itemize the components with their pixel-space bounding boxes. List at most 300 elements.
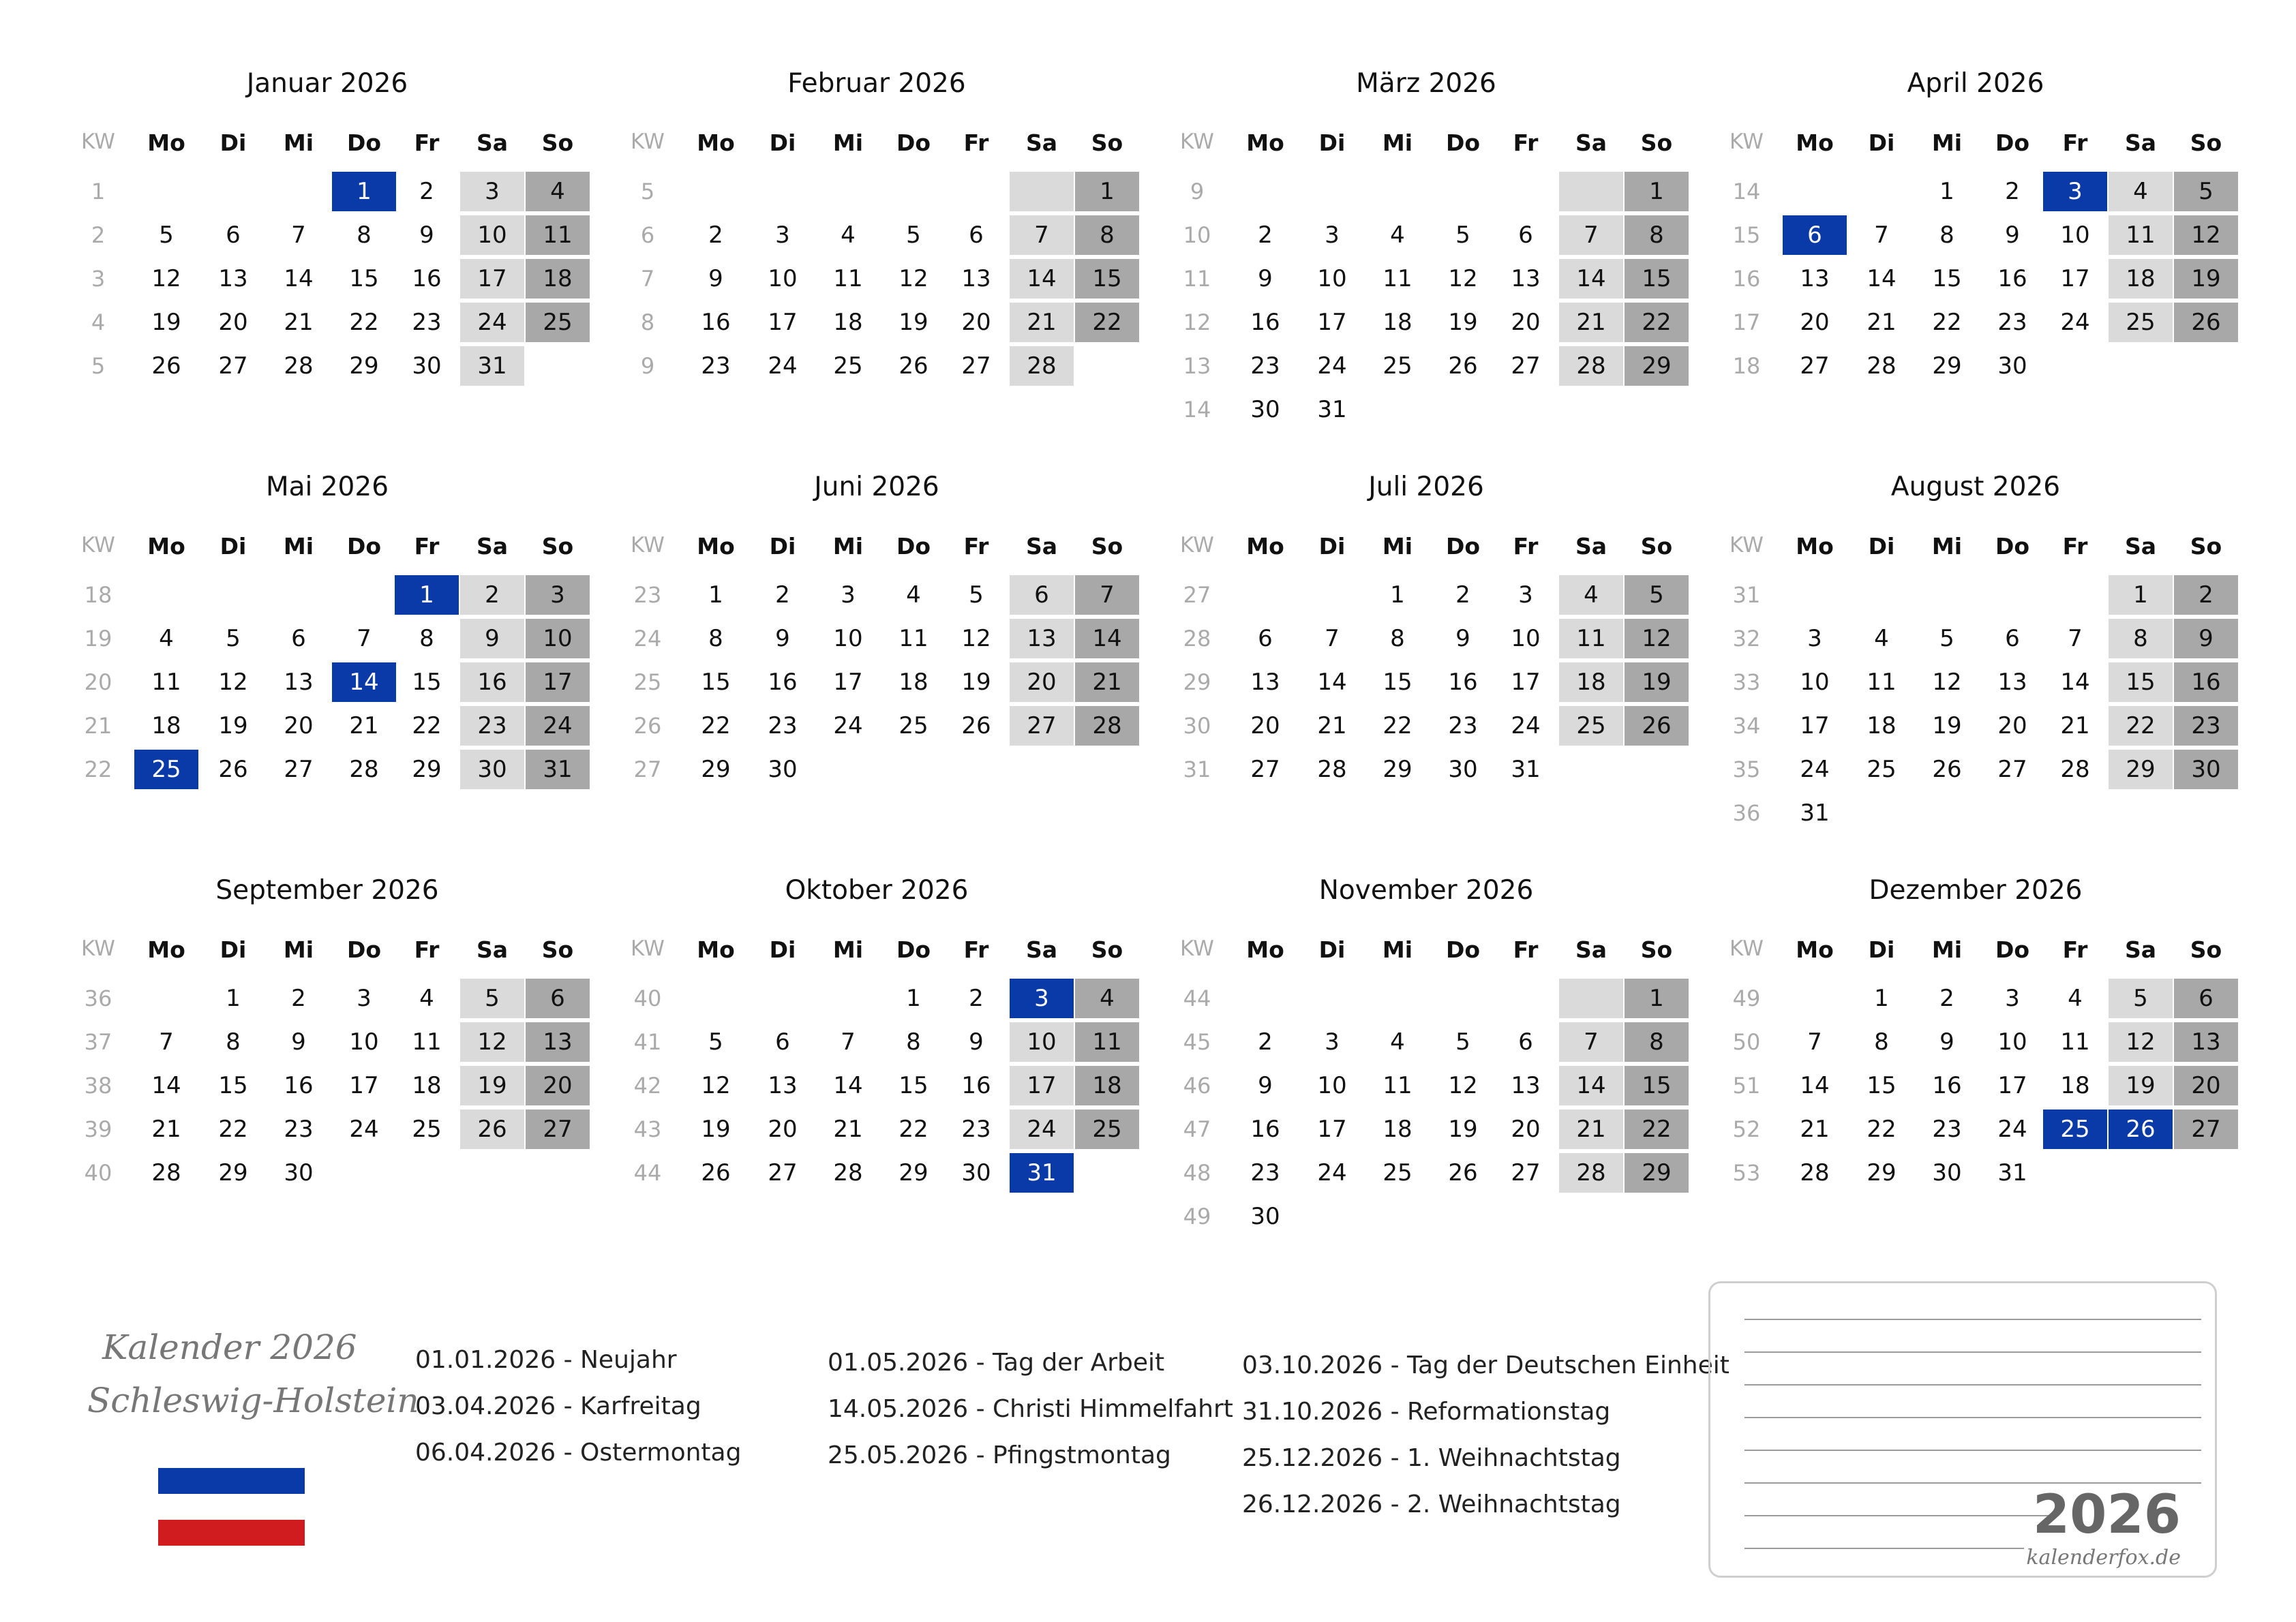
holiday-list-col-1 bbox=[415, 1337, 741, 1476]
day-cell: 22 bbox=[2109, 706, 2173, 746]
weekday-header: So bbox=[2190, 129, 2222, 156]
week-number: 27 bbox=[633, 756, 662, 782]
day-cell: 12 bbox=[1448, 265, 1478, 292]
weekday-header: Fr bbox=[1513, 129, 1539, 156]
day-cell: 21 bbox=[284, 309, 314, 336]
day-cell: 4 bbox=[1390, 221, 1405, 249]
day-cell: 20 bbox=[1997, 712, 2027, 739]
day-cell: 11 bbox=[833, 265, 863, 292]
day-cell: 5 bbox=[159, 221, 174, 249]
day-cell: 13 bbox=[1511, 1072, 1541, 1099]
day-cell: 27 bbox=[218, 352, 248, 380]
day-cell: 25 bbox=[833, 352, 863, 380]
day-cell: 2 bbox=[708, 221, 723, 249]
week-number: 22 bbox=[84, 756, 112, 782]
day-cell: 12 bbox=[701, 1072, 731, 1099]
weekday-header: Sa bbox=[476, 936, 509, 963]
day-cell: 7 bbox=[1874, 221, 1889, 249]
day-cell: 28 bbox=[1800, 1159, 1830, 1187]
empty-day-cell bbox=[1494, 979, 1558, 1018]
weekday-header: So bbox=[541, 936, 574, 963]
day-cell: 19 bbox=[2174, 259, 2238, 299]
week-number: 18 bbox=[1732, 353, 1761, 379]
day-cell: 3 bbox=[1807, 625, 1822, 652]
day-cell: 15 bbox=[2109, 662, 2173, 702]
day-cell: 18 bbox=[151, 712, 181, 739]
day-cell: 16 bbox=[284, 1072, 314, 1099]
week-number: 47 bbox=[1183, 1116, 1211, 1142]
empty-day-cell bbox=[1783, 575, 1847, 615]
day-cell: 9 bbox=[291, 1028, 306, 1056]
week-number: 26 bbox=[633, 713, 662, 739]
day-cell: 26 bbox=[218, 756, 248, 783]
empty-day-cell bbox=[816, 979, 880, 1018]
day-cell: 9 bbox=[419, 221, 434, 249]
day-cell: 16 bbox=[412, 265, 442, 292]
day-cell: 23 bbox=[412, 309, 442, 336]
day-cell: 3 bbox=[526, 575, 590, 615]
weekday-header: Mo bbox=[697, 936, 735, 963]
day-cell: 4 bbox=[1390, 1028, 1405, 1056]
weekday-header: Di bbox=[1868, 129, 1895, 156]
day-cell: 26 bbox=[1448, 1159, 1478, 1187]
day-cell: 22 bbox=[1625, 303, 1689, 342]
note-line bbox=[1744, 1548, 2024, 1549]
day-cell: 2 bbox=[291, 985, 306, 1012]
weekday-header: Mo bbox=[147, 129, 185, 156]
day-cell: 30 bbox=[1250, 396, 1280, 423]
day-cell: 5 bbox=[1939, 625, 1954, 652]
week-number: 7 bbox=[640, 266, 655, 292]
day-cell: 21 bbox=[1559, 303, 1623, 342]
day-cell: 12 bbox=[898, 265, 928, 292]
day-cell: 7 bbox=[291, 221, 306, 249]
day-cell: 3 bbox=[1518, 581, 1533, 609]
day-cell: 12 bbox=[1625, 619, 1689, 658]
month-6 bbox=[549, 472, 1136, 853]
day-cell: 4 bbox=[2109, 172, 2173, 211]
empty-day-cell bbox=[1010, 750, 1074, 789]
day-cell: 24 bbox=[1317, 352, 1347, 380]
day-cell: 27 bbox=[1511, 352, 1541, 380]
empty-day-cell bbox=[2109, 1153, 2173, 1193]
weekday-header: Do bbox=[346, 533, 382, 560]
day-cell: 24 bbox=[1800, 756, 1830, 783]
day-cell: 5 bbox=[969, 581, 984, 609]
day-cell: 10 bbox=[1800, 669, 1830, 696]
day-cell: 30 bbox=[1448, 756, 1478, 783]
day-cell: 6 bbox=[291, 625, 306, 652]
day-cell: 13 bbox=[961, 265, 991, 292]
day-cell: 9 bbox=[1258, 1072, 1273, 1099]
empty-day-cell bbox=[1559, 1197, 1623, 1236]
day-cell: 8 bbox=[906, 1028, 921, 1056]
empty-day-cell bbox=[816, 172, 880, 211]
day-cell: 14 bbox=[1559, 259, 1623, 299]
day-cell: 29 bbox=[349, 352, 379, 380]
note-line bbox=[1744, 1482, 2201, 1484]
day-cell: 26 bbox=[151, 352, 181, 380]
day-cell: 7 bbox=[1807, 1028, 1822, 1056]
empty-day-cell bbox=[881, 172, 946, 211]
week-number: 15 bbox=[1732, 222, 1761, 248]
month-7 bbox=[1099, 472, 1685, 853]
day-cell: 7 bbox=[1010, 215, 1074, 255]
note-line bbox=[1744, 1417, 2201, 1418]
day-cell: 2 bbox=[460, 575, 524, 615]
month-2 bbox=[549, 68, 1136, 450]
day-cell: 8 bbox=[419, 625, 434, 652]
month-title: November 2026 bbox=[1318, 875, 1534, 906]
notes-site-logo: kalenderfox.de bbox=[2026, 1546, 2181, 1570]
day-cell: 13 bbox=[1511, 265, 1541, 292]
day-cell: 17 bbox=[768, 309, 798, 336]
weekday-header: Do bbox=[346, 936, 382, 963]
day-cell: 8 bbox=[226, 1028, 241, 1056]
day-cell: 7 bbox=[1559, 1022, 1623, 1062]
empty-day-cell bbox=[1431, 1197, 1495, 1236]
week-number: 9 bbox=[1190, 179, 1205, 204]
month-1 bbox=[0, 68, 586, 450]
day-cell: 5 bbox=[708, 1028, 723, 1056]
week-number: 13 bbox=[1183, 353, 1211, 379]
day-cell: 28 bbox=[1317, 756, 1347, 783]
week-number: 28 bbox=[1183, 626, 1211, 652]
day-cell: 15 bbox=[1625, 259, 1689, 299]
day-cell: 19 bbox=[1932, 712, 1962, 739]
day-cell: 14 bbox=[332, 662, 396, 702]
week-number: 25 bbox=[633, 669, 662, 695]
weekday-header: Di bbox=[1868, 533, 1895, 560]
calendar-script-title: Kalender 2026 bbox=[102, 1328, 357, 1367]
weekday-header: So bbox=[1091, 129, 1123, 156]
day-cell: 27 bbox=[1997, 756, 2027, 783]
week-number: 21 bbox=[84, 713, 112, 739]
day-cell: 3 bbox=[357, 985, 372, 1012]
week-number: 36 bbox=[84, 985, 112, 1011]
month-title: Januar 2026 bbox=[246, 68, 408, 99]
day-cell: 2 bbox=[2005, 178, 2020, 205]
week-number: 29 bbox=[1183, 669, 1211, 695]
weekday-header: Fr bbox=[963, 129, 989, 156]
day-cell: 15 bbox=[218, 1072, 248, 1099]
day-cell: 22 bbox=[1932, 309, 1962, 336]
kw-header: KW bbox=[81, 129, 115, 154]
empty-day-cell bbox=[395, 1153, 459, 1193]
weekday-header: Di bbox=[1318, 936, 1346, 963]
week-number: 35 bbox=[1732, 756, 1761, 782]
weekday-header: Mi bbox=[832, 129, 864, 156]
weekday-header: Sa bbox=[2124, 533, 2157, 560]
weekday-header: So bbox=[2190, 533, 2222, 560]
weekday-header: Mo bbox=[697, 533, 735, 560]
day-cell: 16 bbox=[460, 662, 524, 702]
weekday-header: Do bbox=[1995, 936, 2030, 963]
day-cell: 7 bbox=[841, 1028, 856, 1056]
weekday-header: Do bbox=[1445, 936, 1481, 963]
empty-day-cell bbox=[1431, 979, 1495, 1018]
empty-day-cell bbox=[816, 750, 880, 789]
empty-day-cell bbox=[2043, 1153, 2107, 1193]
day-cell: 13 bbox=[768, 1072, 798, 1099]
kw-header: KW bbox=[1180, 533, 1214, 557]
week-number: 3 bbox=[91, 266, 106, 292]
day-cell: 30 bbox=[2174, 750, 2238, 789]
day-cell: 14 bbox=[833, 1072, 863, 1099]
week-number: 50 bbox=[1732, 1029, 1761, 1055]
day-cell: 21 bbox=[1010, 303, 1074, 342]
day-cell: 24 bbox=[1511, 712, 1541, 739]
day-cell: 5 bbox=[2174, 172, 2238, 211]
day-cell: 4 bbox=[526, 172, 590, 211]
weekday-header: Di bbox=[220, 936, 247, 963]
weekday-header: Di bbox=[220, 533, 247, 560]
week-number: 40 bbox=[633, 985, 662, 1011]
week-number: 32 bbox=[1732, 626, 1761, 652]
week-number: 17 bbox=[1732, 309, 1761, 335]
day-cell: 5 bbox=[1625, 575, 1689, 615]
day-cell: 12 bbox=[151, 265, 181, 292]
day-cell: 22 bbox=[349, 309, 379, 336]
month-title: Juni 2026 bbox=[814, 472, 939, 502]
holiday-entry: 26.12.2026 - 2. Weihnachtstag bbox=[1242, 1490, 1621, 1518]
day-cell: 11 bbox=[412, 1028, 442, 1056]
day-cell: 9 bbox=[775, 625, 790, 652]
day-cell: 18 bbox=[1559, 662, 1623, 702]
month-9 bbox=[0, 875, 586, 1257]
day-cell: 15 bbox=[701, 669, 731, 696]
kw-header: KW bbox=[1729, 533, 1764, 557]
week-number: 14 bbox=[1183, 397, 1211, 423]
weekday-header: Do bbox=[1995, 533, 2030, 560]
day-cell: 26 bbox=[1932, 756, 1962, 783]
day-cell: 18 bbox=[898, 669, 928, 696]
empty-day-cell bbox=[1365, 979, 1430, 1018]
day-cell: 15 bbox=[1932, 265, 1962, 292]
day-cell: 21 bbox=[2060, 712, 2090, 739]
empty-day-cell bbox=[1300, 575, 1364, 615]
day-cell: 25 bbox=[1559, 706, 1623, 746]
day-cell: 29 bbox=[1867, 1159, 1897, 1187]
day-cell: 25 bbox=[1383, 352, 1413, 380]
day-cell: 27 bbox=[526, 1110, 590, 1149]
weekday-header: Mi bbox=[283, 936, 314, 963]
day-cell: 10 bbox=[526, 619, 590, 658]
day-cell: 1 bbox=[1874, 985, 1889, 1012]
week-number: 31 bbox=[1183, 756, 1211, 782]
day-cell: 10 bbox=[768, 265, 798, 292]
month-8 bbox=[1648, 472, 2235, 853]
day-cell: 28 bbox=[2060, 756, 2090, 783]
note-line bbox=[1744, 1384, 2201, 1386]
day-cell: 25 bbox=[1383, 1159, 1413, 1187]
day-cell: 26 bbox=[1625, 706, 1689, 746]
week-number: 49 bbox=[1183, 1204, 1211, 1229]
day-cell: 17 bbox=[2060, 265, 2090, 292]
day-cell: 3 bbox=[1010, 979, 1074, 1018]
weekday-header: Fr bbox=[414, 129, 440, 156]
weekday-header: Fr bbox=[414, 533, 440, 560]
day-cell: 29 bbox=[701, 756, 731, 783]
weekday-header: Mo bbox=[1246, 533, 1284, 560]
day-cell: 24 bbox=[1317, 1159, 1347, 1187]
day-cell: 3 bbox=[2043, 172, 2107, 211]
day-cell: 14 bbox=[2060, 669, 2090, 696]
day-cell: 16 bbox=[768, 669, 798, 696]
day-cell: 11 bbox=[1867, 669, 1897, 696]
day-cell: 17 bbox=[1511, 669, 1541, 696]
day-cell: 20 bbox=[526, 1066, 590, 1105]
weekday-header: Sa bbox=[1575, 129, 1607, 156]
day-cell: 7 bbox=[357, 625, 372, 652]
day-cell: 29 bbox=[1383, 756, 1413, 783]
empty-day-cell bbox=[2043, 346, 2107, 386]
day-cell: 28 bbox=[1075, 706, 1139, 746]
day-cell: 27 bbox=[961, 352, 991, 380]
week-number: 20 bbox=[84, 669, 112, 695]
day-cell: 26 bbox=[460, 1110, 524, 1149]
day-cell: 13 bbox=[1010, 619, 1074, 658]
day-cell: 23 bbox=[701, 352, 731, 380]
day-cell: 23 bbox=[1448, 712, 1478, 739]
day-cell: 19 bbox=[1448, 309, 1478, 336]
week-number: 31 bbox=[1732, 582, 1761, 608]
empty-day-cell bbox=[751, 172, 815, 211]
day-cell: 3 bbox=[1325, 221, 1340, 249]
day-cell: 13 bbox=[1997, 669, 2027, 696]
day-cell: 30 bbox=[1997, 352, 2027, 380]
week-number: 19 bbox=[84, 626, 112, 652]
week-number: 34 bbox=[1732, 713, 1761, 739]
day-cell: 8 bbox=[1625, 1022, 1689, 1062]
day-cell: 13 bbox=[1250, 669, 1280, 696]
day-cell: 4 bbox=[419, 985, 434, 1012]
day-cell: 28 bbox=[1867, 352, 1897, 380]
day-cell: 19 bbox=[151, 309, 181, 336]
weekday-header: Do bbox=[1995, 129, 2030, 156]
holiday-entry: 01.05.2026 - Tag der Arbeit bbox=[828, 1349, 1165, 1377]
day-cell: 22 bbox=[701, 712, 731, 739]
day-cell: 21 bbox=[349, 712, 379, 739]
weekday-header: Sa bbox=[1025, 129, 1058, 156]
empty-day-cell bbox=[134, 172, 198, 211]
empty-day-cell bbox=[881, 750, 946, 789]
day-cell: 1 bbox=[906, 985, 921, 1012]
day-cell: 20 bbox=[768, 1116, 798, 1143]
month-title: September 2026 bbox=[215, 875, 439, 906]
day-cell: 18 bbox=[833, 309, 863, 336]
holiday-list-col-3 bbox=[1242, 1343, 1729, 1528]
day-cell: 20 bbox=[1800, 309, 1830, 336]
day-cell: 12 bbox=[1448, 1072, 1478, 1099]
calendar-script-subtitle: Schleswig-Holstein bbox=[87, 1381, 419, 1420]
day-cell: 9 bbox=[1939, 1028, 1954, 1056]
day-cell: 11 bbox=[151, 669, 181, 696]
day-cell: 11 bbox=[526, 215, 590, 255]
day-cell: 12 bbox=[218, 669, 248, 696]
day-cell: 3 bbox=[1325, 1028, 1340, 1056]
week-number: 5 bbox=[91, 353, 106, 379]
day-cell: 14 bbox=[1800, 1072, 1830, 1099]
day-cell: 30 bbox=[1250, 1203, 1280, 1230]
holiday-entry: 01.01.2026 - Neujahr bbox=[415, 1346, 677, 1374]
day-cell: 8 bbox=[1625, 215, 1689, 255]
kw-header: KW bbox=[631, 129, 665, 154]
day-cell: 4 bbox=[1559, 575, 1623, 615]
weekday-header: So bbox=[1640, 129, 1673, 156]
day-cell: 9 bbox=[2005, 221, 2020, 249]
day-cell: 6 bbox=[1518, 221, 1533, 249]
day-cell: 1 bbox=[226, 985, 241, 1012]
week-number: 23 bbox=[633, 582, 662, 608]
day-cell: 29 bbox=[1625, 1153, 1689, 1193]
weekday-header: So bbox=[1640, 533, 1673, 560]
empty-day-cell bbox=[2174, 1153, 2238, 1193]
day-cell: 18 bbox=[1867, 712, 1897, 739]
day-cell: 27 bbox=[284, 756, 314, 783]
weekday-header: Mo bbox=[1796, 936, 1834, 963]
day-cell: 1 bbox=[1625, 979, 1689, 1018]
day-cell: 25 bbox=[526, 303, 590, 342]
week-number: 39 bbox=[84, 1116, 112, 1142]
day-cell: 12 bbox=[460, 1022, 524, 1062]
day-cell: 29 bbox=[2109, 750, 2173, 789]
month-3 bbox=[1099, 68, 1685, 450]
day-cell: 4 bbox=[2068, 985, 2083, 1012]
weekday-header: Mi bbox=[1931, 936, 1963, 963]
kw-header: KW bbox=[1180, 129, 1214, 154]
day-cell: 26 bbox=[701, 1159, 731, 1187]
day-cell: 17 bbox=[526, 662, 590, 702]
day-cell: 19 bbox=[1625, 662, 1689, 702]
day-cell: 21 bbox=[833, 1116, 863, 1143]
day-cell: 21 bbox=[1317, 712, 1347, 739]
day-cell: 17 bbox=[1800, 712, 1830, 739]
day-cell: 22 bbox=[218, 1116, 248, 1143]
note-line bbox=[1744, 1515, 2051, 1516]
day-cell: 24 bbox=[349, 1116, 379, 1143]
day-cell: 10 bbox=[833, 625, 863, 652]
day-cell: 11 bbox=[898, 625, 928, 652]
day-cell: 26 bbox=[961, 712, 991, 739]
day-cell: 9 bbox=[1258, 265, 1273, 292]
weekday-header: Di bbox=[769, 129, 796, 156]
month-title: Juli 2026 bbox=[1368, 472, 1484, 502]
kw-header: KW bbox=[1180, 936, 1214, 961]
day-cell: 20 bbox=[218, 309, 248, 336]
day-cell: 31 bbox=[460, 346, 524, 386]
day-cell: 10 bbox=[1317, 1072, 1347, 1099]
day-cell: 18 bbox=[1383, 1116, 1413, 1143]
day-cell: 27 bbox=[1010, 706, 1074, 746]
day-cell: 18 bbox=[1383, 309, 1413, 336]
weekday-header: Mo bbox=[1796, 129, 1834, 156]
day-cell: 20 bbox=[284, 712, 314, 739]
month-10 bbox=[549, 875, 1136, 1257]
day-cell: 15 bbox=[1867, 1072, 1897, 1099]
day-cell: 20 bbox=[1250, 712, 1280, 739]
day-cell: 30 bbox=[460, 750, 524, 789]
week-number: 11 bbox=[1183, 266, 1211, 292]
empty-day-cell bbox=[1431, 390, 1495, 429]
day-cell: 23 bbox=[1997, 309, 2027, 336]
weekday-header: Fr bbox=[2062, 533, 2088, 560]
holiday-entry: 25.12.2026 - 1. Weihnachtstag bbox=[1242, 1444, 1621, 1472]
weekday-header: Sa bbox=[1575, 533, 1607, 560]
day-cell: 15 bbox=[1383, 669, 1413, 696]
weekday-header: Fr bbox=[1513, 936, 1539, 963]
weekday-header: So bbox=[1091, 533, 1123, 560]
